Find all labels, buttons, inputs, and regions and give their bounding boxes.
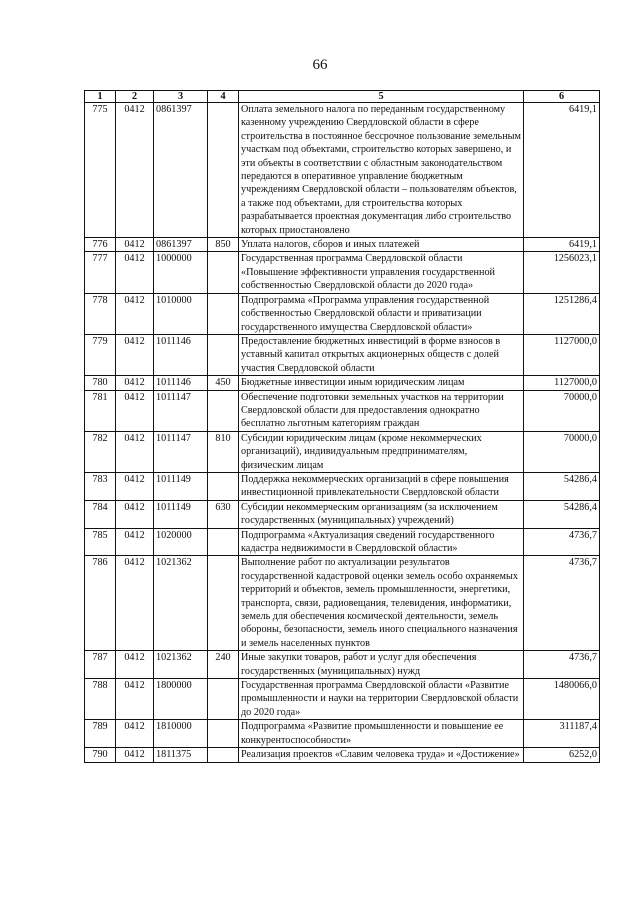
table-row [85,431,600,472]
page-number: 66 [312,57,328,73]
expense-type [208,103,239,238]
target-code: 1021362 [154,556,208,651]
table-row [85,252,600,293]
description: Бюджетные инвестиции иным юридическим лицам [239,376,524,390]
expense-type [208,556,239,651]
row-number: 781 [85,390,116,431]
amount: 4736,7 [524,651,600,679]
section-code: 0412 [116,376,154,390]
table-row [85,103,600,238]
section-code: 0412 [116,748,154,762]
description: Поддержка некоммерческих организаций в сфере повышения инвестиционной привлекательности Свердловской области [239,472,524,500]
amount: 4736,7 [524,528,600,556]
table-body [85,103,600,763]
description: Выполнение работ по актуализации результатов государственной кадастровой оценки земель особо охраняемых территорий и объектов, земель промышленности, энергетики, транспорта, связи, радиовещания, телевидения, информатики, земель для обеспечения космической деятельности, земель обороны, безопасности, земель иного специального назначения и земель населенных пунктов [239,556,524,651]
table-row [85,720,600,748]
table-row [85,500,600,528]
table-row [85,390,600,431]
target-code: 1811375 [154,748,208,762]
amount: 311187,4 [524,720,600,748]
expense-type [208,748,239,762]
header-row [85,91,600,103]
description: Субсидии юридическим лицам (кроме некоммерческих организаций), индивидуальным предпринимателям, физическим лицам [239,431,524,472]
target-code: 1810000 [154,720,208,748]
expense-type [208,390,239,431]
description: Уплата налогов, сборов и иных платежей [239,238,524,252]
amount: 4736,7 [524,556,600,651]
header-col-1: 1 [85,91,116,103]
amount: 1480066,0 [524,679,600,720]
row-number: 789 [85,720,116,748]
expense-type [208,252,239,293]
expense-type: 240 [208,651,239,679]
section-code: 0412 [116,431,154,472]
row-number: 776 [85,238,116,252]
header-col-2: 2 [116,91,154,103]
target-code: 1020000 [154,528,208,556]
expense-type [208,293,239,334]
section-code: 0412 [116,293,154,334]
row-number: 775 [85,103,116,238]
target-code: 1011149 [154,500,208,528]
description: Предоставление бюджетных инвестиций в форме взносов в уставный капитал открытых акционерных обществ с долей участия Свердловской области [239,334,524,375]
target-code: 1800000 [154,679,208,720]
header-col-5: 5 [239,91,524,103]
table-row [85,334,600,375]
amount: 54286,4 [524,500,600,528]
amount: 1256023,1 [524,252,600,293]
amount: 1127000,0 [524,334,600,375]
target-code: 0861397 [154,238,208,252]
description: Государственная программа Свердловской области «Повышение эффективности управления государственной собственностью Свердловской области до 2020 года» [239,252,524,293]
amount: 70000,0 [524,431,600,472]
amount: 6419,1 [524,103,600,238]
row-number: 783 [85,472,116,500]
table-row [85,238,600,252]
row-number: 787 [85,651,116,679]
expense-type: 850 [208,238,239,252]
target-code: 1011146 [154,376,208,390]
row-number: 786 [85,556,116,651]
section-code: 0412 [116,528,154,556]
description: Обеспечение подготовки земельных участков на территории Свердловской области для предоставления однократно бесплатно льготным категориям граждан [239,390,524,431]
header-col-4: 4 [208,91,239,103]
table-row [85,651,600,679]
table-row [85,376,600,390]
section-code: 0412 [116,556,154,651]
section-code: 0412 [116,390,154,431]
expense-type [208,528,239,556]
description: Подпрограмма «Программа управления государственной собственностью Свердловской области и приватизации государственного имущества Свердловской области» [239,293,524,334]
section-code: 0412 [116,500,154,528]
description: Оплата земельного налога по переданным государственному казенному учреждению Свердловской области в сфере строительства в постоянное бессрочное пользование земельным участкам под объектами, строительство которых завершено, и эти объекты в соответствии с областным законодательством передаются в оперативное управление бюджетным учреждениям Свердловской области – пользователям объектов, а также под объектами, для строительства которых разрабатывается проектная документация либо строительство которых приостановлено [239,103,524,238]
table-row [85,472,600,500]
target-code: 1021362 [154,651,208,679]
section-code: 0412 [116,252,154,293]
row-number: 779 [85,334,116,375]
amount: 1251286,4 [524,293,600,334]
target-code: 1000000 [154,252,208,293]
amount: 54286,4 [524,472,600,500]
row-number: 782 [85,431,116,472]
target-code: 1011146 [154,334,208,375]
expense-type [208,679,239,720]
expense-type [208,334,239,375]
table-row [85,556,600,651]
section-code: 0412 [116,651,154,679]
row-number: 777 [85,252,116,293]
row-number: 790 [85,748,116,762]
table-row [85,293,600,334]
description: Государственная программа Свердловской области «Развитие промышленности и науки на территории Свердловской области до 2020 года» [239,679,524,720]
row-number: 778 [85,293,116,334]
section-code: 0412 [116,679,154,720]
description: Подпрограмма «Развитие промышленности и повышение ее конкурентоспособности» [239,720,524,748]
expense-type [208,720,239,748]
amount: 6252,0 [524,748,600,762]
row-number: 784 [85,500,116,528]
amount: 70000,0 [524,390,600,431]
description: Иные закупки товаров, работ и услуг для обеспечения государственных (муниципальных) нужд [239,651,524,679]
section-code: 0412 [116,720,154,748]
budget-table [84,90,600,763]
target-code: 1011147 [154,390,208,431]
section-code: 0412 [116,103,154,238]
header-col-3: 3 [154,91,208,103]
row-number: 780 [85,376,116,390]
section-code: 0412 [116,472,154,500]
target-code: 1011149 [154,472,208,500]
table-row [85,528,600,556]
target-code: 0861397 [154,103,208,238]
description: Субсидии некоммерческим организациям (за исключением государственных (муниципальных) учреждений) [239,500,524,528]
expense-type: 450 [208,376,239,390]
table-row [85,679,600,720]
target-code: 1010000 [154,293,208,334]
section-code: 0412 [116,334,154,375]
expense-type: 630 [208,500,239,528]
row-number: 788 [85,679,116,720]
amount: 1127000,0 [524,376,600,390]
row-number: 785 [85,528,116,556]
expense-type [208,472,239,500]
header-col-6: 6 [524,91,600,103]
table-row [85,748,600,762]
expense-type: 810 [208,431,239,472]
description: Реализация проектов «Славим человека труда» и «Достижение» [239,748,524,762]
section-code: 0412 [116,238,154,252]
target-code: 1011147 [154,431,208,472]
amount: 6419,1 [524,238,600,252]
description: Подпрограмма «Актуализация сведений государственного кадастра недвижимости в Свердловской области» [239,528,524,556]
